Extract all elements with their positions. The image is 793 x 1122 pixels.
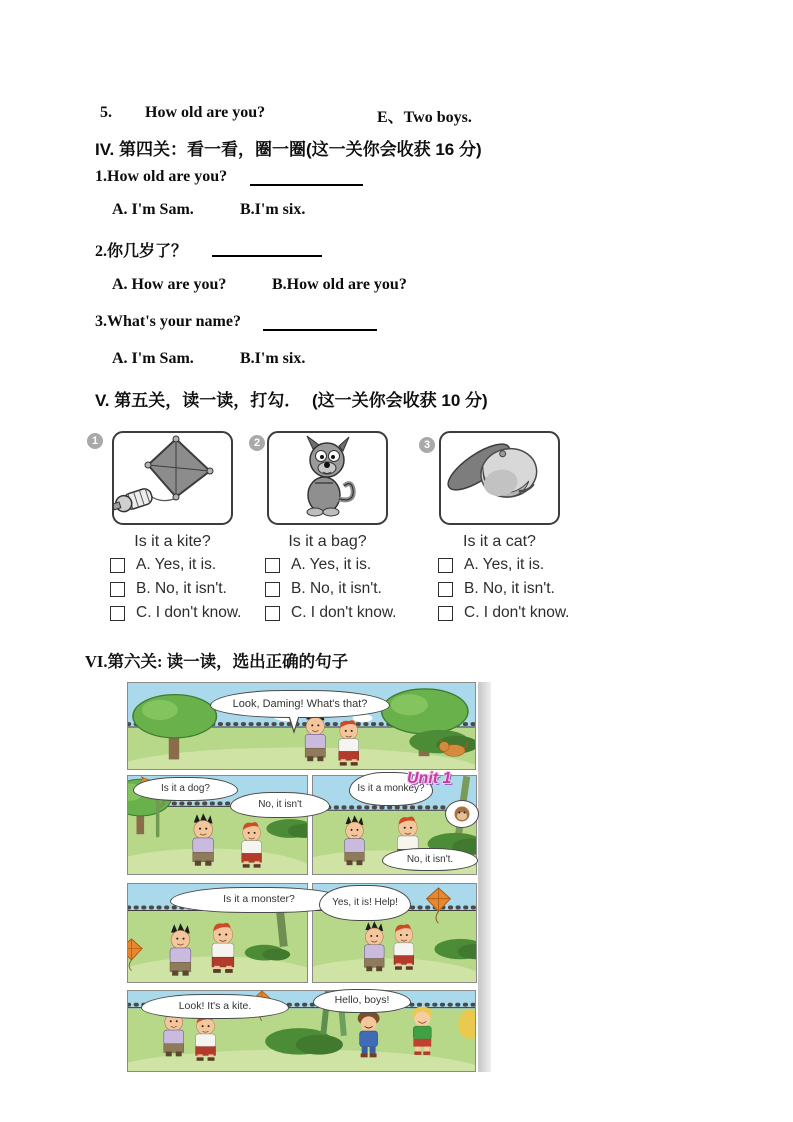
- option-a-label: A. Yes, it is.: [136, 556, 217, 574]
- section4-q2-answer-blank: [212, 255, 322, 257]
- option-b-label: B. No, it isn't.: [464, 580, 555, 598]
- section4-q3-answer-blank: [263, 329, 377, 331]
- section4-q3-optionB: B.I'm six.: [240, 350, 306, 367]
- option-b-label: B. No, it isn't.: [291, 580, 382, 598]
- option-c-label: C. I don't know.: [291, 604, 397, 622]
- picture-question-card-1: [87, 431, 257, 641]
- card-number-badge: 2: [249, 435, 265, 451]
- section4-q1-label: 1.How old are you?: [95, 168, 228, 185]
- section4-q1-optionB: B.I'm six.: [240, 201, 306, 218]
- section4-title: IV. 第四关：看一看，圈一圈(这一关你会收获 16 分): [95, 140, 482, 159]
- kite-image: [112, 431, 233, 525]
- match-item-question: How old are you?: [145, 104, 266, 121]
- checkbox-option-c[interactable]: [265, 606, 280, 621]
- option-a-label: A. Yes, it is.: [291, 556, 372, 574]
- picture-question-card-3: [419, 431, 589, 641]
- section4-q1-optionA: A. I'm Sam.: [112, 201, 194, 218]
- match-item-number: 5.: [100, 104, 112, 121]
- option-a-label: A. Yes, it is.: [464, 556, 545, 574]
- checkbox-option-b[interactable]: [265, 582, 280, 597]
- picture-question-card-2: [249, 431, 419, 641]
- dog-image: [267, 431, 388, 525]
- option-c-label: C. I don't know.: [464, 604, 570, 622]
- speech-bubble-panel3-answer: No, it isn't.: [382, 848, 478, 871]
- checkbox-option-a[interactable]: [438, 558, 453, 573]
- speech-bubble-panel1: Look, Daming! What's that?: [210, 690, 390, 718]
- checkbox-option-a[interactable]: [110, 558, 125, 573]
- section5-title: V. 第五关，读一读，打勾．: [95, 391, 302, 410]
- speech-bubble-panel6-right: Hello, boys!: [313, 989, 411, 1013]
- section4-q2-label: 2.你几岁了？: [95, 243, 188, 260]
- speech-bubble-panel3-question: Is it a monkey?: [349, 772, 433, 806]
- card-question: Is it a kite?: [134, 533, 211, 550]
- checkbox-option-b[interactable]: [110, 582, 125, 597]
- scan-edge-strip: [478, 682, 491, 1072]
- option-c-label: C. I don't know.: [136, 604, 242, 622]
- cap-picture: [441, 433, 558, 523]
- section4-q1-answer-blank: [250, 184, 363, 186]
- monkey-thought-bubble: [445, 800, 479, 828]
- card-question: Is it a bag?: [288, 533, 367, 550]
- speech-bubble-panel5-answer: Yes, it is! Help!: [319, 885, 411, 921]
- checkbox-option-a[interactable]: [265, 558, 280, 573]
- section4-q2-optionB: B.How old are you?: [272, 276, 407, 293]
- speech-bubble-panel4-question: Is it a monster?: [170, 887, 348, 913]
- speech-bubble-panel6-left: Look! It's a kite.: [141, 994, 289, 1019]
- match-item-answer: E、Two boys.: [377, 109, 472, 126]
- checkbox-option-c[interactable]: [110, 606, 125, 621]
- checkbox-option-c[interactable]: [438, 606, 453, 621]
- card-number-badge: 3: [419, 437, 435, 453]
- section4-q2-optionA: A. How are you?: [112, 276, 227, 293]
- dog-picture: [269, 433, 386, 523]
- section5-note: (这一关你会收获 10 分): [312, 391, 488, 410]
- card-question: Is it a cat?: [463, 533, 536, 550]
- section6-title: VI.第六关: 读一读，选出正确的句子: [85, 652, 349, 671]
- cap-image: [439, 431, 560, 525]
- unit-1-badge: Unit 1: [407, 770, 452, 787]
- speech-bubble-tail: [289, 714, 299, 730]
- section4-q3-label: 3.What's your name?: [95, 313, 241, 330]
- speech-bubble-panel2-question: Is it a dog?: [133, 777, 238, 801]
- comic-strip: [125, 682, 490, 1072]
- speech-bubble-panel2-answer: No, it isn't: [230, 792, 330, 818]
- section4-q3-optionA: A. I'm Sam.: [112, 350, 194, 367]
- monkey-icon: [451, 805, 473, 823]
- kite-picture: [114, 433, 231, 523]
- card-number-badge: 1: [87, 433, 103, 449]
- checkbox-option-b[interactable]: [438, 582, 453, 597]
- option-b-label: B. No, it isn't.: [136, 580, 227, 598]
